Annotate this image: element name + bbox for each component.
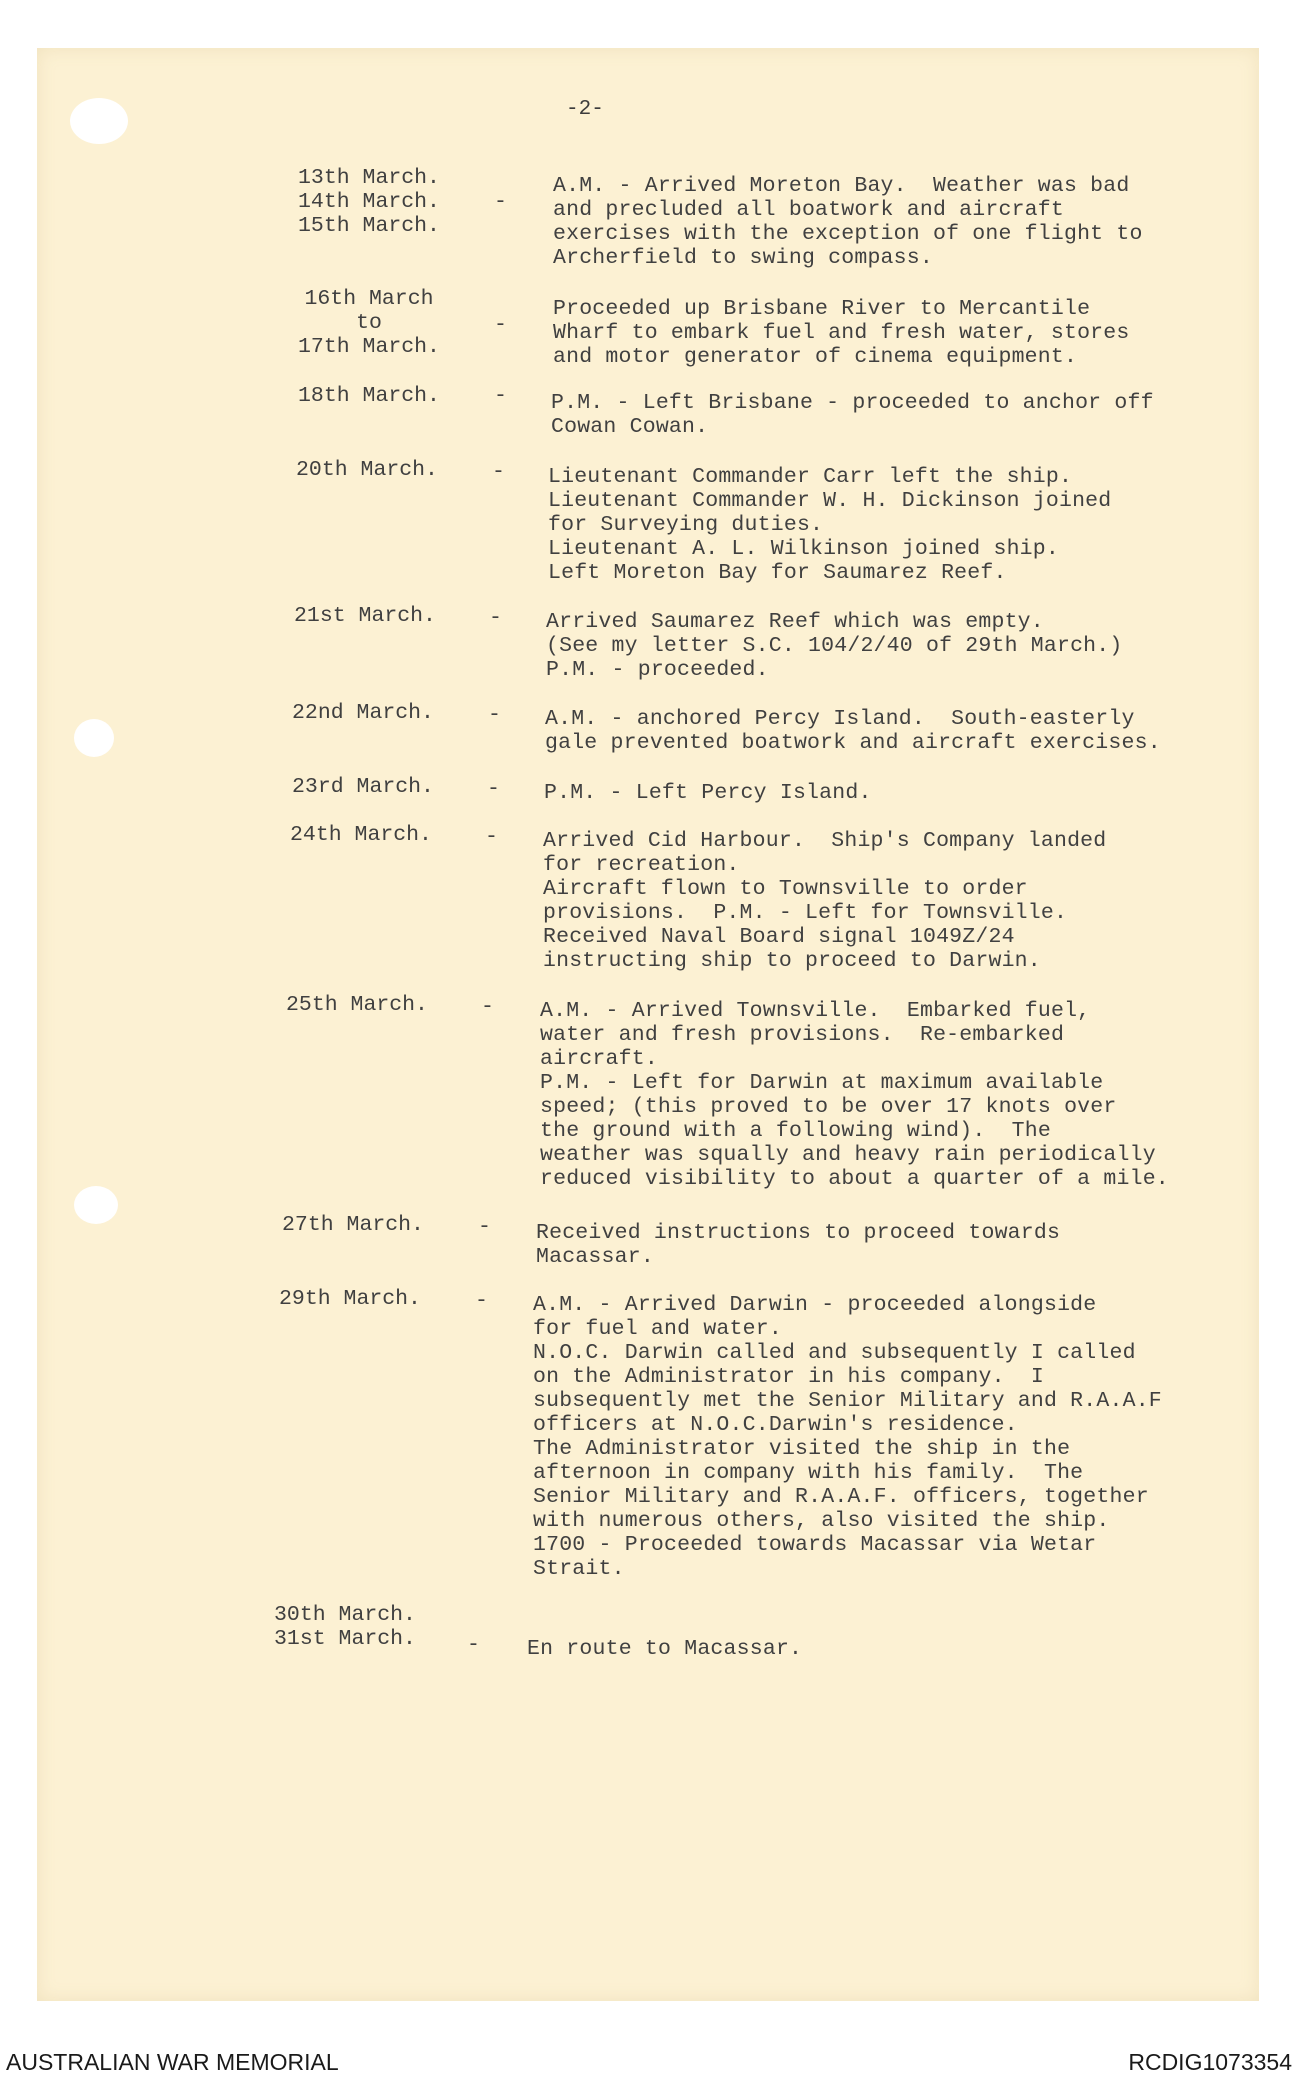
entry-date: 16th March to 17th March. bbox=[298, 287, 440, 359]
page-number: -2- bbox=[566, 98, 604, 121]
entry-dash: - bbox=[487, 777, 500, 801]
footer-source: AUSTRALIAN WAR MEMORIAL bbox=[6, 2049, 339, 2075]
entry-text: A.M. - Arrived Townsville. Embarked fuel, water and fresh provisions. Re-embarked aircraft. P.M. - Left for Darwin at maximum available speed; (this proved to be over 17 knots over the ground with a following wind). The weather was squally and heavy rain periodically reduced visibility to about a quarter of a mile. bbox=[540, 999, 1169, 1191]
entry-date: 24th March. bbox=[290, 823, 432, 847]
entry-dash: - bbox=[467, 1633, 480, 1657]
entry-date: 29th March. bbox=[279, 1287, 421, 1311]
entry-text: En route to Macassar. bbox=[527, 1637, 803, 1661]
punch-hole-top bbox=[70, 98, 128, 144]
entry-date: 30th March. 31st March. bbox=[274, 1603, 416, 1651]
entry-date: 27th March. bbox=[282, 1213, 424, 1237]
entry-text: A.M. - Arrived Moreton Bay. Weather was bad and precluded all boatwork and aircraft exercises with the exception of one flight to Archerfield to swing compass. bbox=[553, 174, 1143, 270]
entry-text: Lieutenant Commander Carr left the ship. Lieutenant Commander W. H. Dickinson joined for Surveying duties. Lieutenant A. L. Wilkinson joined ship. Left Moreton Bay for Saumarez Reef. bbox=[548, 465, 1112, 585]
entry-dash: - bbox=[481, 995, 494, 1019]
entry-dash: - bbox=[494, 384, 507, 408]
entry-date: 25th March. bbox=[286, 993, 428, 1017]
entry-text: Proceeded up Brisbane River to Mercantile Wharf to embark fuel and fresh water, stores and motor generator of cinema equipment. bbox=[553, 297, 1130, 369]
entry-date: 18th March. bbox=[298, 384, 440, 408]
entry-text: P.M. - Left Brisbane - proceeded to anchor off Cowan Cowan. bbox=[551, 391, 1154, 439]
entry-date: 23rd March. bbox=[292, 775, 434, 799]
entry-text: A.M. - anchored Percy Island. South-easterly gale prevented boatwork and aircraft exercises. bbox=[545, 707, 1161, 755]
punch-hole-middle bbox=[74, 719, 114, 757]
entry-dash: - bbox=[489, 606, 502, 630]
entry-dash: - bbox=[478, 1215, 491, 1239]
entry-date: 21st March. bbox=[294, 604, 436, 628]
entry-dash: - bbox=[492, 460, 505, 484]
entry-dash: - bbox=[488, 703, 501, 727]
entry-date: 13th March. 14th March. 15th March. bbox=[298, 166, 440, 238]
entry-text: A.M. - Arrived Darwin - proceeded alongside for fuel and water. N.O.C. Darwin called and subsequently I called on the Administrator in his company. I subsequently met the Senior Military and R.A.A.F officers at N.O.C.Darwin's residence. The Administrator visited the ship in the afternoon in company with his family. The Senior Military and R.A.A.F. officers, together with numerous others, also visited the ship. 1700 - Proceeded towards Macassar via Wetar Strait. bbox=[533, 1293, 1162, 1581]
entry-text: Received instructions to proceed towards Macassar. bbox=[536, 1221, 1061, 1269]
entry-text: P.M. - Left Percy Island. bbox=[544, 781, 872, 805]
entry-date: 22nd March. bbox=[292, 701, 434, 725]
entry-text: Arrived Saumarez Reef which was empty. (See my letter S.C. 104/2/40 of 29th March.) P.M. - proceeded. bbox=[546, 610, 1123, 682]
entry-dash: - bbox=[494, 190, 507, 214]
entry-text: Arrived Cid Harbour. Ship's Company landed for recreation. Aircraft flown to Townsville to order provisions. P.M. - Left for Townsville. Received Naval Board signal 1049Z/24 instructing ship to proceed to Darwin. bbox=[543, 829, 1107, 973]
footer-id: RCDIG1073354 bbox=[1128, 2049, 1292, 2075]
entry-dash: - bbox=[494, 313, 507, 337]
punch-hole-bottom bbox=[74, 1186, 118, 1224]
entry-dash: - bbox=[485, 825, 498, 849]
entry-date: 20th March. bbox=[296, 458, 438, 482]
entry-dash: - bbox=[475, 1289, 488, 1313]
